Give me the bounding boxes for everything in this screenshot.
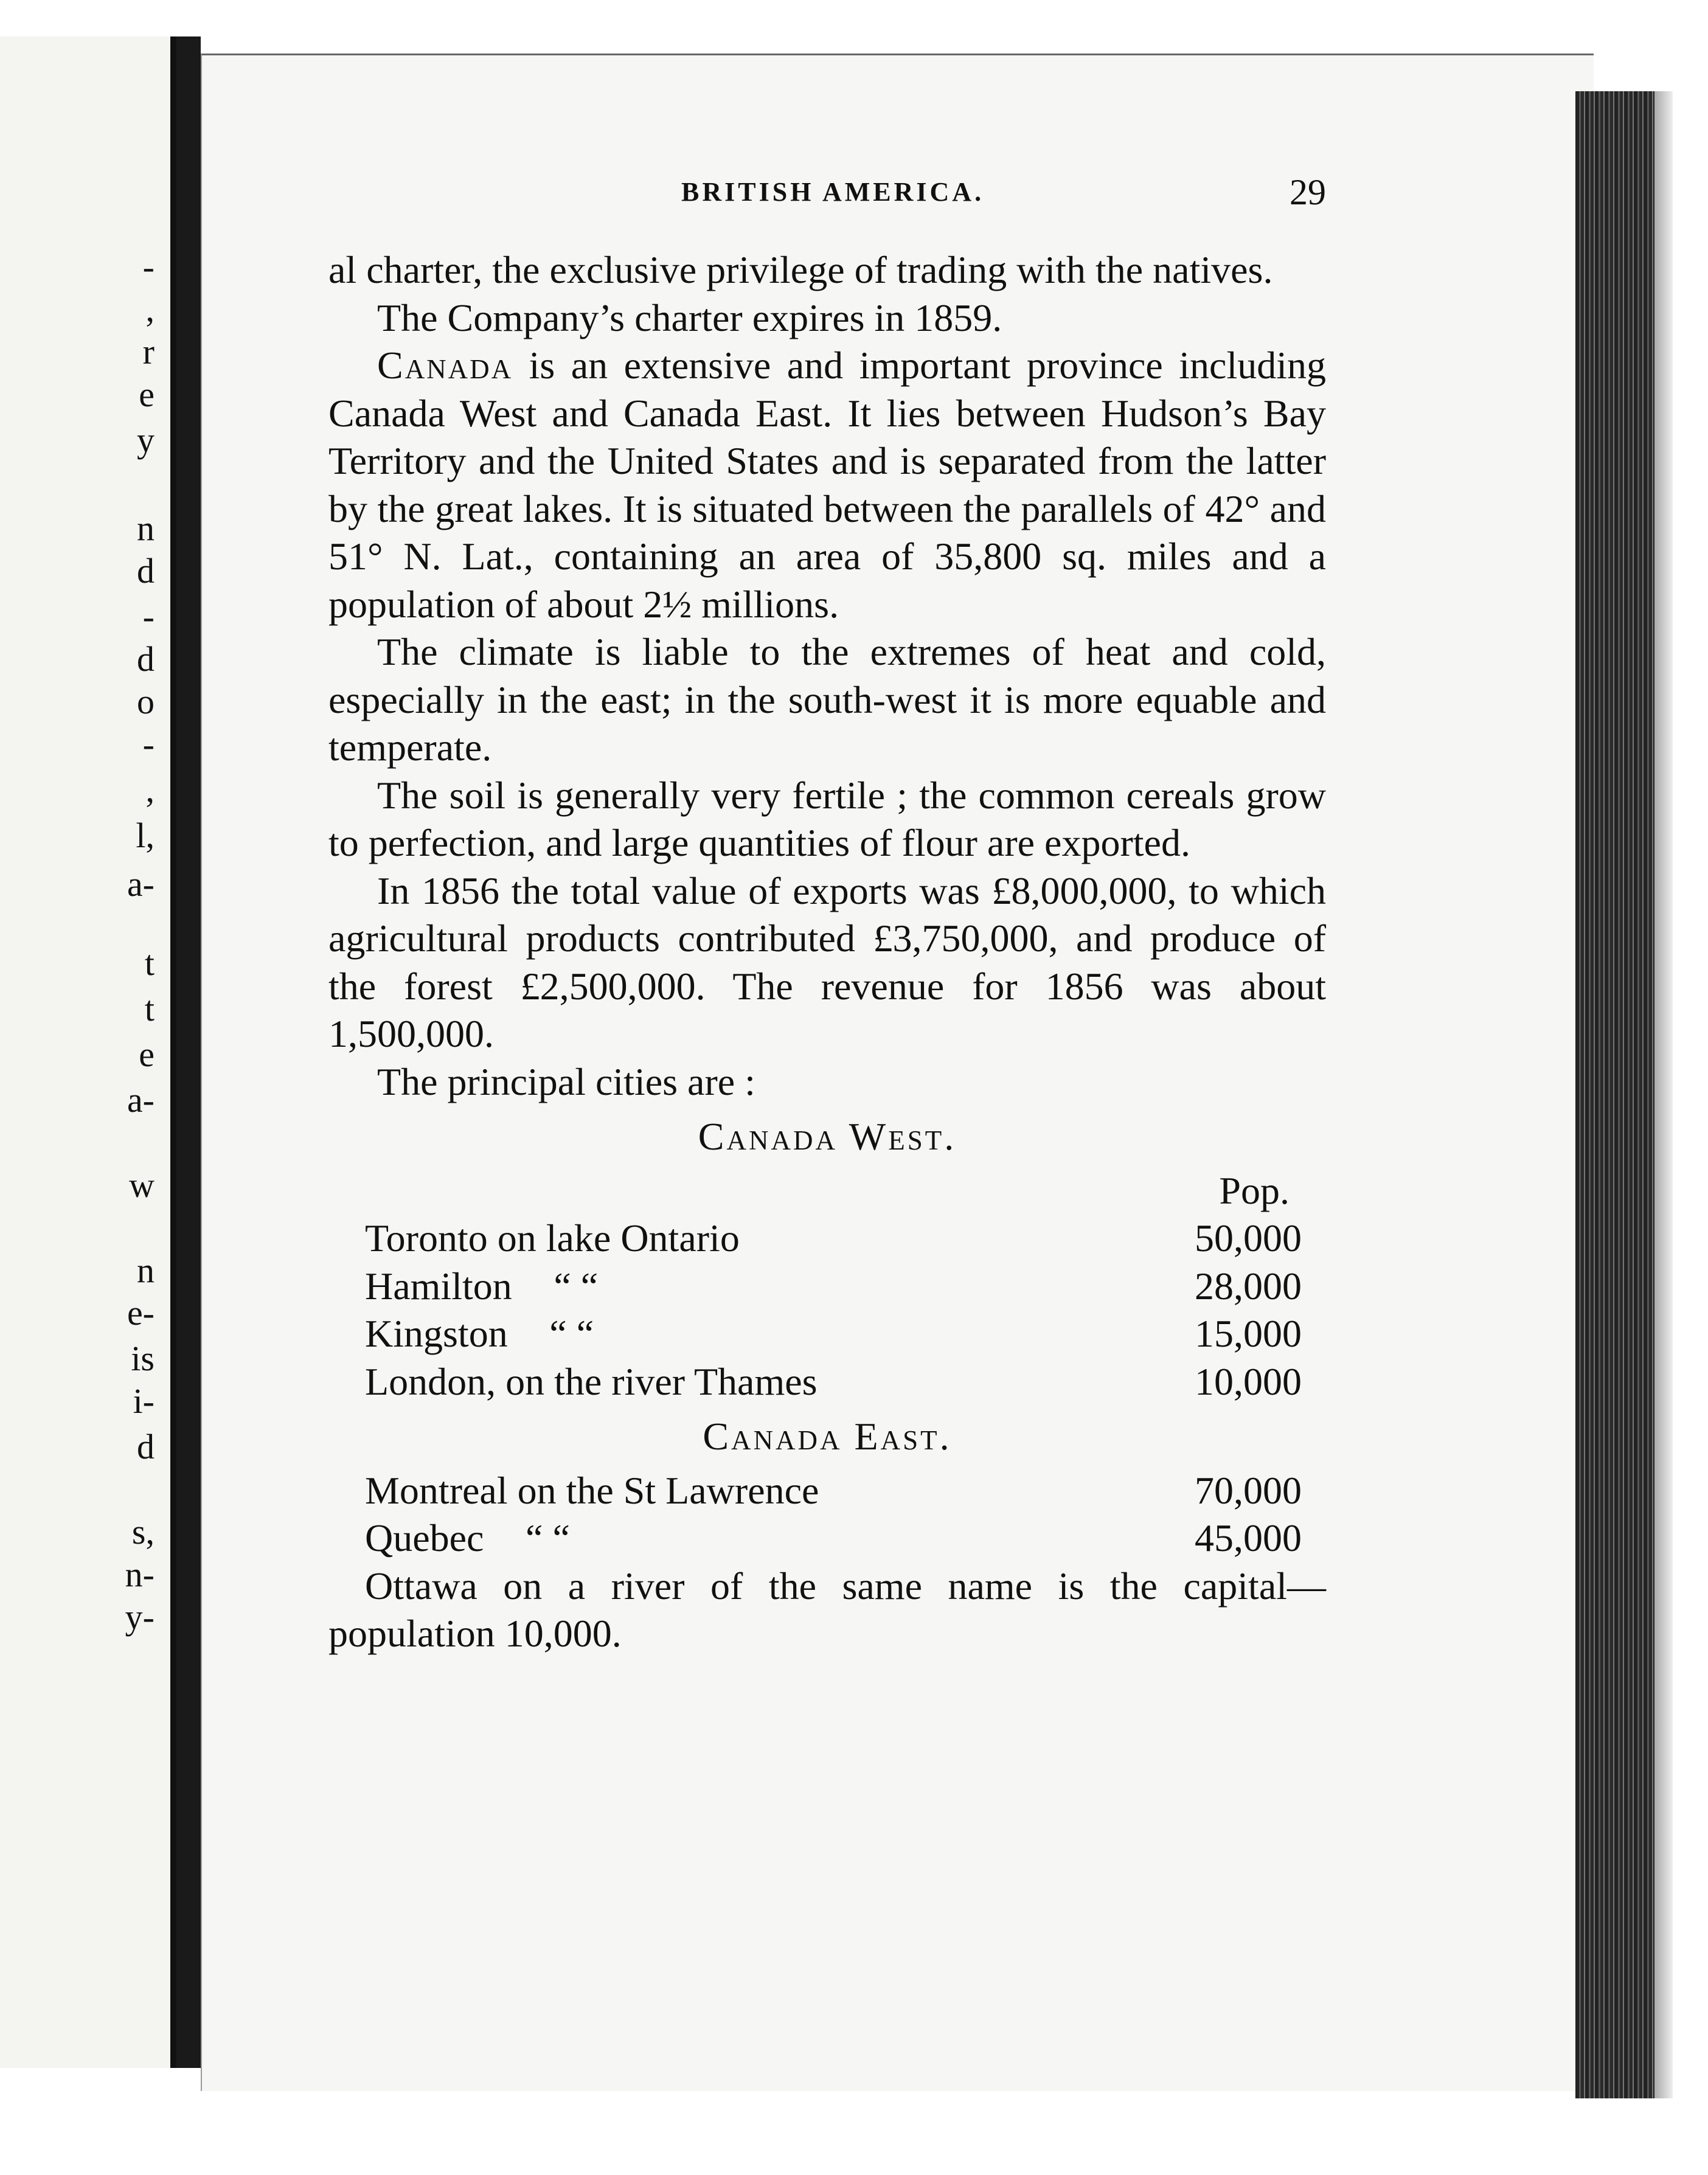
paragraph-text: is an extensive and important province including Canada West and Canada East. It lies between Hudson’s Bay Territory and the United States and is separated from the latter by the great lakes. It is situated between the parallels of 42° and 51° N. Lat., containing an area of 35,800 sq. miles and a population of about 2½ millions. [328,344,1326,626]
population-cell: 10,000 [1195,1359,1302,1403]
population-cell: 45,000 [1195,1516,1302,1559]
left-page-fragment: - [142,247,154,286]
table-row [328,1263,1326,1311]
page-header [681,172,1326,220]
table-row [328,1358,1326,1406]
section-title-canada-east: Canada East. [703,1415,952,1458]
left-page-fragment: n [137,508,154,548]
population-cell: 15,000 [1195,1312,1302,1355]
left-page-edge [0,36,176,2068]
paragraph [328,342,1326,628]
population-cell: 28,000 [1195,1264,1302,1308]
city-name: Toronto on lake Ontario [365,1216,740,1260]
left-page-fragment: a- [127,864,154,904]
left-page-fragment: e- [127,1293,154,1333]
table-row [328,1467,1326,1515]
left-page-fragment: l, [136,816,154,855]
paragraph: al charter, the exclusive privilege of trading with the natives. [328,248,1273,291]
paragraph: The climate is liable to the extremes of heat and cold, especially in the east; in the south-west it is more equable and temperate. [328,630,1326,769]
city-name: Kingston [365,1312,508,1355]
city-cell [365,1310,636,1358]
left-page-fragment: n- [125,1555,154,1594]
population-cell: 50,000 [1195,1216,1302,1260]
city-cell [365,1467,819,1515]
smallcaps-term: Canada [377,344,513,387]
page-text [328,246,1326,1658]
left-page-fragment: y- [125,1597,154,1637]
left-page-fragment: , [145,770,154,810]
population-cell: 70,000 [1195,1468,1302,1512]
left-page-fragment: w [129,1165,154,1205]
book-gutter [176,36,201,2068]
city-name: Hamilton [365,1264,512,1308]
left-page-fragment: e [139,1035,154,1074]
page-edge-highlight [1654,91,1673,2098]
left-page-fragment: d [137,639,154,679]
left-page-fragment: s, [131,1512,154,1552]
paragraph: Ottawa on a river of the same name is the capital—population 10,000. [328,1564,1326,1655]
city-cell [365,1358,818,1406]
left-page-fragment: a- [127,1080,154,1120]
page-edge-stack [1575,91,1654,2098]
left-page-fragment: - [142,724,154,764]
city-cell [365,1514,611,1563]
city-name: Quebec [365,1516,484,1559]
running-head: BRITISH AMERICA. [681,177,985,207]
table-row [328,1310,1326,1358]
population-column-header: Pop. [1219,1168,1290,1212]
table-row [328,1215,1326,1263]
left-page-fragment: - [142,597,154,636]
city-name: Montreal on the St Lawrence [365,1468,819,1512]
city-name: London, on the river Thames [365,1359,818,1403]
left-page-fragment: o [137,682,154,721]
left-page-fragment: t [144,943,154,983]
city-cell [365,1215,740,1263]
canada-west-table [328,1215,1326,1406]
city-cell [365,1263,640,1311]
canada-east-table [328,1467,1326,1563]
left-page-fragment: t [144,989,154,1029]
page-number: 29 [1290,172,1326,212]
paragraph: In 1856 the total value of exports was £8,000,000, to which agricultural products contributed £3,750,000, and produce of the forest £2,500,000. The revenue for 1856 was about 1,500,000. [328,869,1326,1055]
paragraph: The soil is generally very fertile ; the common cereals grow to perfection, and large quantities of flour are exported. [328,773,1326,864]
left-page-fragment: is [131,1339,154,1378]
section-title-canada-west: Canada West. [698,1115,957,1158]
left-page-fragment: n [137,1251,154,1290]
paragraph: The Company’s charter expires in 1859. [377,296,1002,339]
table-row [328,1514,1326,1563]
left-page-fragment: d [137,1427,154,1466]
ditto-marks: “ “ [554,1264,599,1308]
left-page-fragment: d [137,551,154,591]
ditto-marks: “ “ [549,1312,594,1355]
left-page-fragment: e [139,375,154,414]
paragraph: The principal cities are : [377,1060,755,1103]
left-page-fragment: , [145,290,154,329]
ditto-marks: “ “ [526,1516,570,1559]
left-page-fragment: y [137,420,154,460]
left-page-fragment: i- [133,1381,154,1421]
left-page-fragment: r [142,332,154,372]
